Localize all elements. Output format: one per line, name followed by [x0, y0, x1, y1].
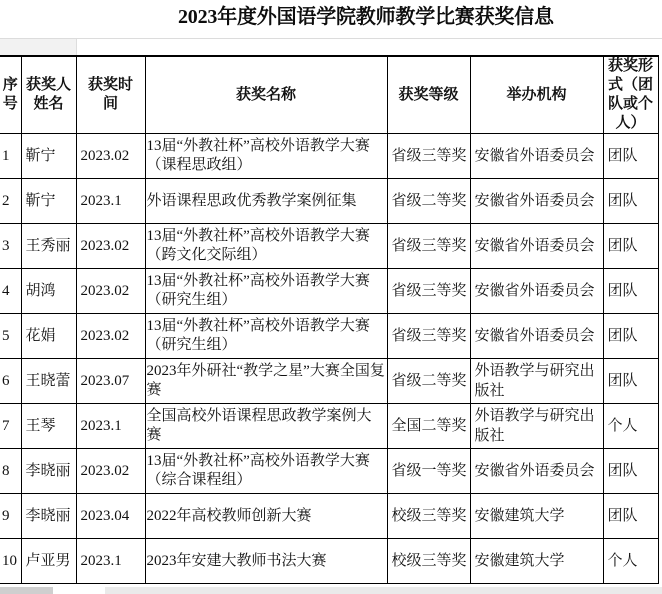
- header-award-form: 获奖形式（团队或个人）: [603, 56, 658, 134]
- cell-award-time: 2023.1: [76, 404, 145, 449]
- header-award-time: 获奖时间: [76, 56, 145, 134]
- cell-host-org: 安徽省外语委员会: [470, 224, 603, 269]
- cell-serial: 3: [0, 224, 21, 269]
- cell-award-form: 团队: [603, 269, 658, 314]
- cell-award-time: 2023.02: [76, 269, 145, 314]
- cell-award-form: 个人: [603, 539, 658, 584]
- cell-host-org: 安徽省外语委员会: [470, 449, 603, 494]
- cell-serial: 10: [0, 539, 21, 584]
- cell-award-grade: 全国二等奖: [387, 404, 470, 449]
- cell-winner-name: 靳宁: [21, 179, 76, 224]
- table-row: [0, 134, 658, 179]
- cell-host-org: 外语教学与研究出版社: [470, 404, 603, 449]
- cell-award-time: 2023.1: [76, 179, 145, 224]
- cell-award-grade: 省级一等奖: [387, 449, 470, 494]
- partial-cell: [0, 39, 77, 55]
- cell-award-name: 13届“外教社杯”高校外语教学大赛（研究生组）: [145, 269, 387, 314]
- cell-serial: 9: [0, 494, 21, 539]
- cell-award-time: 2023.02: [76, 449, 145, 494]
- cell-award-time: 2023.1: [76, 539, 145, 584]
- cell-award-form: 团队: [603, 359, 658, 404]
- awards-table: [0, 55, 659, 584]
- table-row: [0, 494, 658, 539]
- cell-award-grade: 省级三等奖: [387, 314, 470, 359]
- header-winner-name: 获奖人姓名: [21, 56, 76, 134]
- bottom-edge-strip: [0, 587, 662, 594]
- cell-award-form: 团队: [603, 179, 658, 224]
- cell-award-name: 2022年高校教师创新大赛: [145, 494, 387, 539]
- header-award-name: 获奖名称: [145, 56, 387, 134]
- cell-serial: 7: [0, 404, 21, 449]
- cell-award-grade: 省级二等奖: [387, 359, 470, 404]
- cell-award-time: 2023.07: [76, 359, 145, 404]
- partial-row-above-table: [0, 39, 662, 55]
- table-body: [0, 134, 658, 584]
- cell-winner-name: 胡鸿: [21, 269, 76, 314]
- cell-award-time: 2023.02: [76, 314, 145, 359]
- table-header-row: [0, 56, 658, 134]
- cell-host-org: 安徽省外语委员会: [470, 134, 603, 179]
- cell-winner-name: 李晓丽: [21, 494, 76, 539]
- cell-award-name: 外语课程思政优秀教学案例征集: [145, 179, 387, 224]
- table-row: [0, 179, 658, 224]
- cell-award-time: 2023.02: [76, 134, 145, 179]
- cell-host-org: 安徽建筑大学: [470, 494, 603, 539]
- cell-host-org: 外语教学与研究出版社: [470, 359, 603, 404]
- cell-serial: 6: [0, 359, 21, 404]
- cell-award-form: 团队: [603, 314, 658, 359]
- table-row: [0, 224, 658, 269]
- cell-award-time: 2023.02: [76, 224, 145, 269]
- bottom-strip-dark-segment: [0, 587, 53, 594]
- cell-award-grade: 校级三等奖: [387, 494, 470, 539]
- cell-winner-name: 卢亚男: [21, 539, 76, 584]
- cell-award-grade: 校级三等奖: [387, 539, 470, 584]
- table-row: [0, 539, 658, 584]
- cell-host-org: 安徽省外语委员会: [470, 179, 603, 224]
- cell-serial: 1: [0, 134, 21, 179]
- cell-host-org: 安徽省外语委员会: [470, 314, 603, 359]
- cell-award-form: 团队: [603, 449, 658, 494]
- cell-winner-name: 王晓蕾: [21, 359, 76, 404]
- cell-award-form: 个人: [603, 404, 658, 449]
- cell-serial: 4: [0, 269, 21, 314]
- cell-host-org: 安徽建筑大学: [470, 539, 603, 584]
- cell-award-grade: 省级三等奖: [387, 134, 470, 179]
- cell-host-org: 安徽省外语委员会: [470, 269, 603, 314]
- cell-award-name: 13届“外教社杯”高校外语教学大赛（研究生组）: [145, 314, 387, 359]
- cell-award-name: 13届“外教社杯”高校外语教学大赛（课程思政组）: [145, 134, 387, 179]
- cell-serial: 8: [0, 449, 21, 494]
- table-row: [0, 359, 658, 404]
- cell-winner-name: 王秀丽: [21, 224, 76, 269]
- cell-award-time: 2023.04: [76, 494, 145, 539]
- cell-award-name: 2023年外研社“教学之星”大赛全国复赛: [145, 359, 387, 404]
- header-award-grade: 获奖等级: [387, 56, 470, 134]
- cell-award-name: 13届“外教社杯”高校外语教学大赛（跨文化交际组）: [145, 224, 387, 269]
- cell-winner-name: 王琴: [21, 404, 76, 449]
- cell-award-grade: 省级三等奖: [387, 269, 470, 314]
- cell-award-name: 13届“外教社杯”高校外语教学大赛（综合课程组）: [145, 449, 387, 494]
- table-row: [0, 404, 658, 449]
- page-title: 2023年度外国语学院教师教学比赛获奖信息: [178, 6, 554, 28]
- cell-winner-name: 靳宁: [21, 134, 76, 179]
- cell-award-form: 团队: [603, 134, 658, 179]
- cell-award-name: 2023年安建大教师书法大赛: [145, 539, 387, 584]
- header-serial: 序号: [0, 56, 21, 134]
- cell-serial: 2: [0, 179, 21, 224]
- cell-award-grade: 省级三等奖: [387, 224, 470, 269]
- header-host-org: 举办机构: [470, 56, 603, 134]
- cell-award-form: 团队: [603, 224, 658, 269]
- table-row: [0, 449, 658, 494]
- table-row: [0, 269, 658, 314]
- cell-award-form: 团队: [603, 494, 658, 539]
- cell-serial: 5: [0, 314, 21, 359]
- cell-winner-name: 李晓丽: [21, 449, 76, 494]
- cell-award-grade: 省级二等奖: [387, 179, 470, 224]
- table-row: [0, 314, 658, 359]
- cell-award-name: 全国高校外语课程思政教学案例大赛: [145, 404, 387, 449]
- bottom-strip-white-segment: [53, 587, 105, 594]
- cell-winner-name: 花娟: [21, 314, 76, 359]
